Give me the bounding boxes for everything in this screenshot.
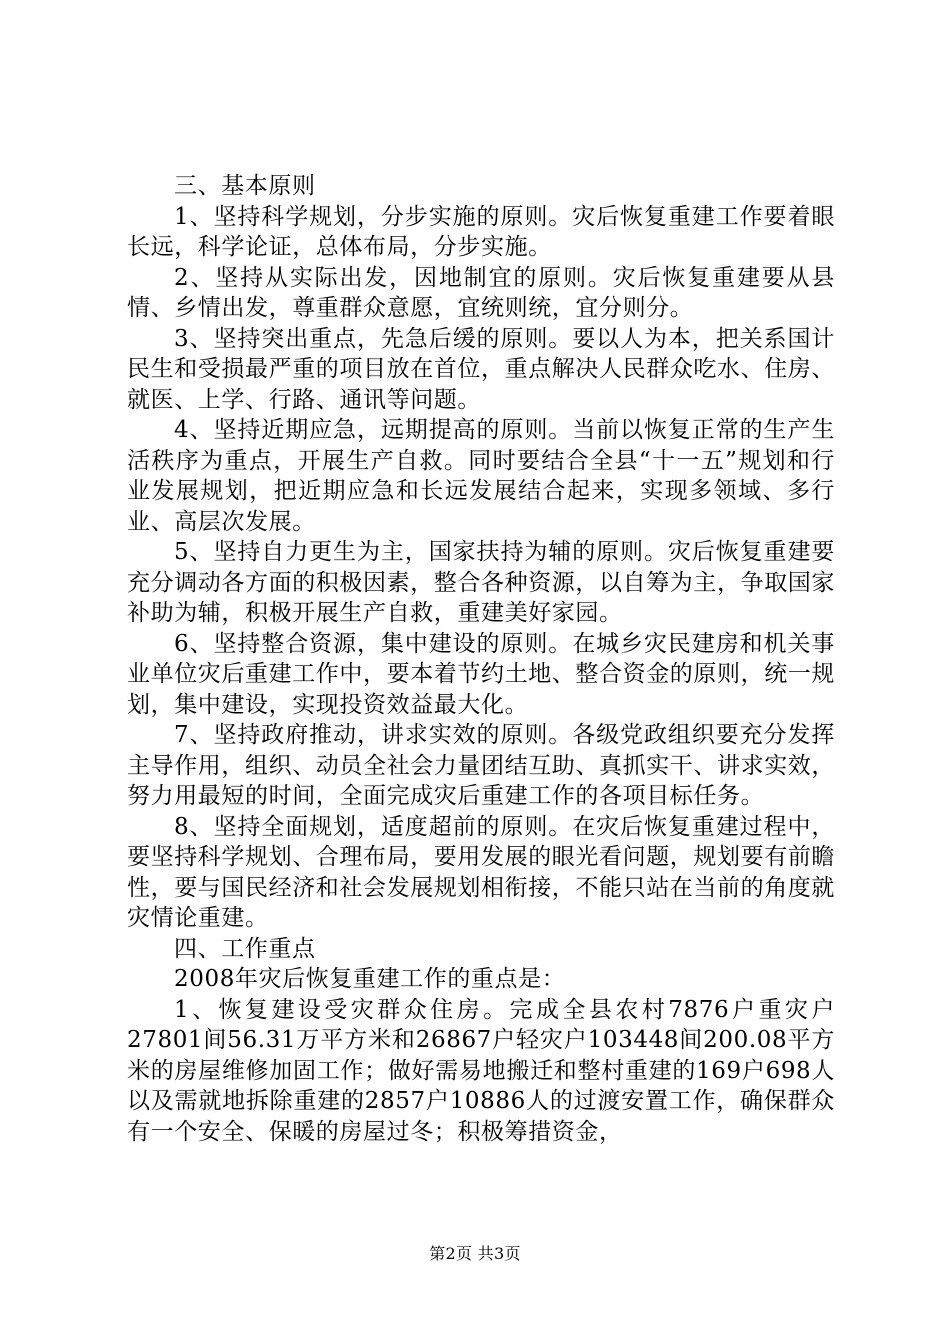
principle-paragraph-5: 5、坚持自力更生为主，国家扶持为辅的原则。灾后恢复重建要充分调动各方面的积极因素，整合各种资源，以自筹为主，争取国家补助为辅，积极开展生产自救，重建美好家园。 bbox=[127, 539, 835, 626]
document-body bbox=[127, 171, 835, 1147]
section-heading-work-focus: 四、工作重点 bbox=[174, 935, 316, 962]
principle-paragraph-2: 2、坚持从实际出发，因地制宜的原则。灾后恢复重建要从县情、乡情出发，尊重群众意愿，宜统则统，宜分则分。 bbox=[127, 264, 835, 321]
principle-paragraph-8: 8、坚持全面规划，适度超前的原则。在灾后恢复重建过程中，要坚持科学规划、合理布局，要用发展的眼光看问题，规划要有前瞻性，要与国民经济和社会发展规划相衔接，不能只站在当前的角度就灾情论重建。 bbox=[127, 813, 835, 931]
principle-paragraph-4: 4、坚持近期应急，远期提高的原则。当前以恢复正常的生产生活秩序为重点，开展生产自救。同时要结合全县“十一五”规划和行业发展规划，把近期应急和长远发展结合起来，实现多领域、多行业、高层次发展。 bbox=[127, 417, 835, 535]
work-focus-intro: 2008年灾后恢复重建工作的重点是： bbox=[174, 966, 566, 992]
section-heading-basic-principles: 三、基本原则 bbox=[174, 173, 316, 199]
principle-paragraph-6: 6、坚持整合资源，集中建设的原则。在城乡灾民建房和机关事业单位灾后重建工作中，要本着节约土地、整合资金的原则，统一规划，集中建设，实现投资效益最大化。 bbox=[127, 630, 835, 718]
principle-paragraph-3: 3、坚持突出重点，先急后缓的原则。要以人为本，把关系国计民生和受损最严重的项目放在首位，重点解决人民群众吃水、住房、就医、上学、行路、通讯等问题。 bbox=[127, 325, 835, 413]
work-focus-paragraph-1: 1、恢复建设受灾群众住房。完成全县农村7876户重灾户27801间56.31万平方米和26867户轻灾户103448间200.08平方米的房屋维修加固工作；做好需易地搬迁和整村重建的169户698人以及需就地拆除重建的2857户10886人的过渡安置工作，确保群众有一个安全、保暖的房屋过冬；积极筹措资金， bbox=[127, 996, 835, 1145]
principle-paragraph-7: 7、坚持政府推动，讲求实效的原则。各级党政组织要充分发挥主导作用，组织、动员全社会力量团结互助、真抓实干、讲求实效，努力用最短的时间，全面完成灾后重建工作的各项目标任务。 bbox=[127, 722, 835, 809]
page-number-footer: 第2页 共3页 bbox=[429, 1244, 521, 1263]
principle-paragraph-1: 1、坚持科学规划，分步实施的原则。灾后恢复重建工作要着眼长远，科学论证，总体布局，分步实施。 bbox=[127, 203, 835, 260]
